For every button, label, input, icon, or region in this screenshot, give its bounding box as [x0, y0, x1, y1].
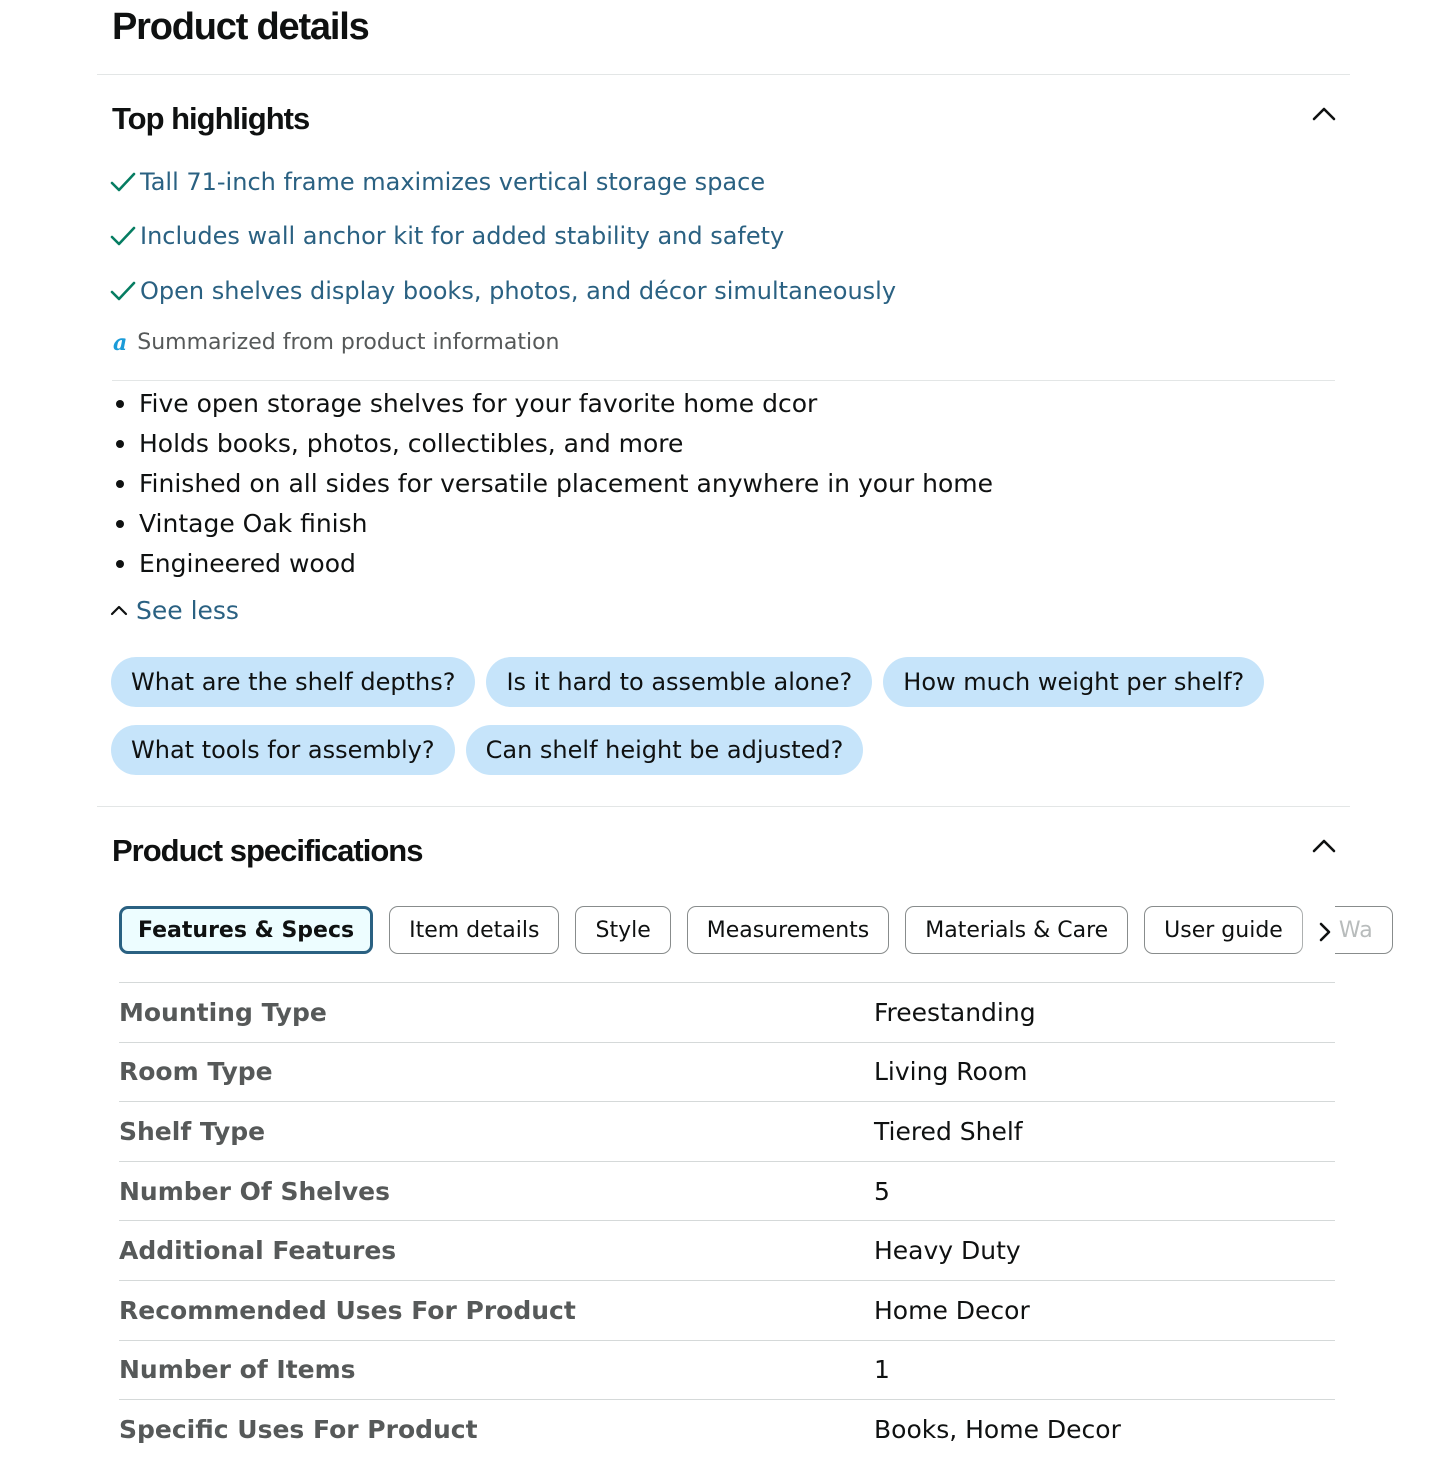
table-row	[119, 1280, 1335, 1340]
bullet-text: Vintage Oak finish	[139, 509, 368, 538]
highlight-text: Tall 71-inch frame maximizes vertical storage space	[140, 168, 766, 196]
tab-style[interactable]: Style	[575, 906, 670, 954]
spec-value: Living Room	[874, 1057, 1028, 1087]
spec-label: Number Of Shelves	[119, 1176, 390, 1206]
table-row	[119, 1340, 1335, 1400]
ai-summary-note	[113, 330, 560, 355]
spec-label: Room Type	[119, 1057, 273, 1087]
bullet-dot	[116, 400, 124, 408]
spec-label: Additional Features	[119, 1236, 397, 1266]
highlight-text: Includes wall anchor kit for added stability and safety	[140, 222, 785, 250]
chevron-up-icon	[1307, 829, 1341, 863]
question-chip[interactable]: Is it hard to assemble alone?	[486, 657, 872, 707]
section-title-product-specifications: Product specifications	[112, 833, 423, 868]
see-less-label: See less	[136, 596, 239, 625]
question-chip[interactable]: What tools for assembly?	[111, 725, 455, 775]
table-row	[119, 1042, 1335, 1102]
tab-materials-care[interactable]: Materials & Care	[905, 906, 1128, 954]
highlight-item	[110, 222, 784, 250]
question-chip[interactable]: How much weight per shelf?	[883, 657, 1264, 707]
question-chip[interactable]: Can shelf height be adjusted?	[466, 725, 864, 775]
list-item	[112, 384, 993, 424]
chevron-right-icon	[1317, 921, 1333, 943]
see-less-link[interactable]	[110, 596, 239, 625]
specs-table	[119, 982, 1335, 1459]
tab-features-specs[interactable]: Features & Specs	[119, 906, 373, 954]
bullet-text: Five open storage shelves for your favorite home dcor	[139, 389, 818, 418]
spec-label: Recommended Uses For Product	[119, 1295, 576, 1325]
section-title-top-highlights: Top highlights	[112, 101, 310, 136]
spec-value: Home Decor	[874, 1295, 1030, 1325]
chevron-up-icon	[110, 602, 128, 620]
highlight-item	[110, 168, 765, 196]
feature-bullet-list	[112, 384, 993, 584]
tab-measurements[interactable]: Measurements	[687, 906, 890, 954]
list-item	[112, 504, 993, 544]
tabs-next-button[interactable]	[1309, 914, 1341, 950]
spec-value: Books, Home Decor	[874, 1414, 1121, 1444]
summary-note-text: Summarized from product information	[137, 330, 560, 355]
bullet-dot	[116, 560, 124, 568]
tab-user-guide[interactable]: User guide	[1144, 906, 1303, 954]
divider	[112, 380, 1335, 381]
spec-label: Shelf Type	[119, 1116, 266, 1146]
spec-label: Specific Uses For Product	[119, 1414, 478, 1444]
chevron-up-icon	[1307, 97, 1341, 131]
spec-label: Mounting Type	[119, 997, 327, 1027]
divider	[97, 806, 1350, 807]
table-row	[119, 1221, 1335, 1281]
table-row	[119, 1161, 1335, 1221]
table-row	[119, 983, 1335, 1043]
collapse-top-highlights-button[interactable]	[1307, 97, 1341, 131]
bullet-text: Finished on all sides for versatile placement anywhere in your home	[139, 469, 993, 498]
page-title: Product details	[112, 6, 369, 48]
spec-value: Tiered Shelf	[874, 1116, 1023, 1146]
list-item	[112, 424, 993, 464]
highlight-item	[110, 277, 896, 305]
bullet-text: Holds books, photos, collectibles, and more	[139, 429, 684, 458]
bullet-dot	[116, 520, 124, 528]
question-chip[interactable]: What are the shelf depths?	[111, 657, 475, 707]
list-item	[112, 464, 993, 504]
suggested-questions-row	[111, 657, 1264, 707]
check-icon	[110, 169, 136, 195]
check-icon	[110, 278, 136, 304]
spec-value: Freestanding	[874, 997, 1036, 1027]
spec-label: Number of Items	[119, 1355, 356, 1385]
bullet-dot	[116, 440, 124, 448]
check-icon	[110, 223, 136, 249]
list-item	[112, 544, 993, 584]
spec-value: 5	[874, 1176, 890, 1206]
collapse-product-specs-button[interactable]	[1307, 829, 1341, 863]
divider	[97, 74, 1350, 75]
ai-sparkle-icon: a	[113, 329, 128, 356]
tab-item-details[interactable]: Item details	[389, 906, 559, 954]
table-row	[119, 1102, 1335, 1162]
suggested-questions-row	[111, 725, 863, 775]
table-row	[119, 1400, 1335, 1459]
spec-tabs	[119, 906, 1373, 958]
bullet-text: Engineered wood	[139, 549, 356, 578]
bullet-dot	[116, 480, 124, 488]
tab-warranty-partial[interactable]: Wa	[1319, 906, 1393, 954]
spec-value: Heavy Duty	[874, 1236, 1021, 1266]
spec-value: 1	[874, 1355, 890, 1385]
highlight-text: Open shelves display books, photos, and décor simultaneously	[140, 277, 897, 305]
